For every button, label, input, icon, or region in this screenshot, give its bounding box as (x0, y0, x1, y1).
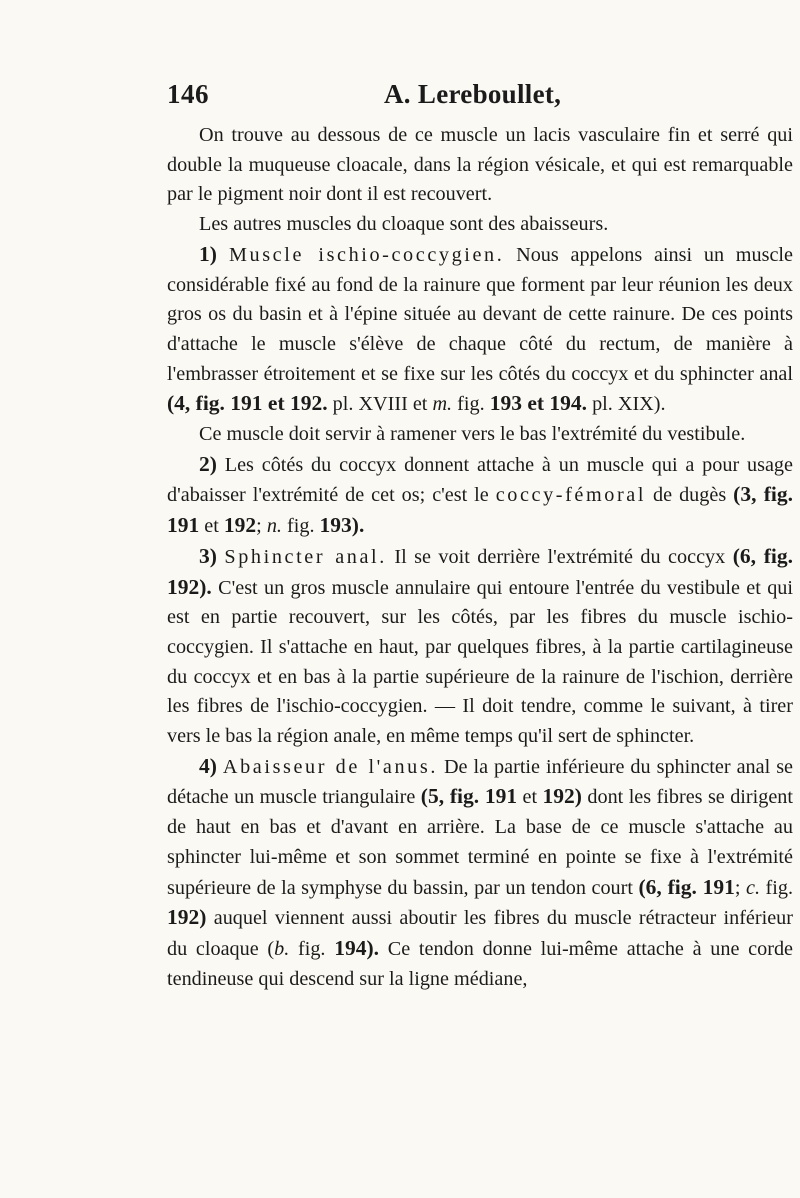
figure-reference: 194). (334, 935, 380, 960)
text-run: fig. (281, 515, 320, 538)
figure-reference: 3) (199, 543, 217, 568)
paragraph (167, 450, 793, 542)
text-run: Ce muscle doit servir à ramener vers le bas l'extrémité du vestibule. (199, 423, 746, 446)
figure-reference: (6, fig. 192). (167, 543, 794, 599)
paragraph (167, 752, 793, 995)
text-run: Ce tendon donne lui-même attache à une corde tendineuse qui descend sur la ligne médiane, (167, 937, 793, 990)
italic-label: n. (266, 515, 282, 538)
body-text (167, 121, 793, 994)
text-run: auquel viennent aussi aboutir les fibres du muscle rétracteur inférieur du cloaque ( (167, 907, 793, 960)
figure-reference: 2) (199, 451, 217, 476)
text-run: de dugès (646, 484, 734, 507)
figure-reference: 192 (223, 513, 257, 538)
muscle-name: Sphincter anal. (224, 545, 387, 568)
text-run: pl. XIX). (587, 393, 666, 416)
text-run: fig. (452, 393, 490, 416)
text-run: fig. (760, 876, 793, 899)
figure-reference: 193). (319, 513, 365, 538)
figure-reference: 1) (199, 241, 229, 266)
figure-reference: (3, fig. 191 (167, 482, 793, 538)
running-head: A. Lereboullet, (384, 79, 562, 109)
text-run: fig. (289, 937, 335, 960)
paragraph (167, 121, 793, 210)
text-run: dont les fibres se dirigent de haut en bas et d'avant en arrière. La base de ce muscle s'attache au sphincter lui-même et son sommet terminé en pointe se fixe à l'extrémité supérieure de la symphyse du bassin, par un tendon court (167, 786, 793, 899)
text-run: ; (256, 515, 267, 538)
page-number: 146 (167, 79, 209, 109)
figure-reference: 4) (199, 753, 217, 778)
text-run: On trouve au dessous de ce muscle un lacis vasculaire fin et serré qui double la muqueuse cloacale, dans la région vésicale, et qui est remarquable par le pigment noir dont il est recouvert. (167, 124, 793, 206)
paragraph (167, 420, 793, 450)
text-run: et (517, 786, 543, 809)
text-run: ; (734, 876, 747, 899)
text-run: et (199, 515, 224, 538)
muscle-name: Abaisseur de l'anus. (222, 755, 438, 778)
figure-reference: (4, fig. 191 et 192. (167, 391, 328, 416)
figure-reference: 193 et 194. (489, 391, 588, 416)
paragraph (167, 240, 793, 420)
paragraph (167, 542, 793, 752)
italic-label: c. (746, 876, 761, 899)
text-run: Il se voit derrière l'extrémité du coccyx (386, 545, 733, 568)
muscle-name: coccy-fémoral (495, 484, 647, 507)
text-run: Les autres muscles du cloaque sont des abaisseurs. (199, 213, 609, 236)
figure-reference: 192) (167, 905, 207, 930)
italic-label: m. (432, 393, 453, 416)
italic-label: b. (274, 937, 290, 960)
figure-reference: 192) (542, 784, 582, 809)
paragraph (167, 210, 793, 240)
text-run: Nous appelons ainsi un muscle considérable fixé au fond de la rainure que forment par leur réunion les deux gros os du basin et à l'épine située au devant de cette rainure. De ces points d'attache le muscle s'élève de chaque côté du rectum, de manière à l'embrasser étroitement et se fixe sur les côtés du coccyx et du sphincter anal (167, 243, 793, 385)
figure-reference: (6, fig. 191 (638, 874, 735, 899)
text-run: pl. XVIII et (327, 393, 433, 416)
page-header (167, 79, 637, 113)
text-run: De la partie inférieure du sphincter anal se détache un muscle triangulaire (167, 755, 794, 809)
muscle-name: Muscle ischio-coccygien. (228, 243, 505, 266)
text-run: C'est un gros muscle annulaire qui entoure l'entrée du vestibule et qui est en partie recouvert, sur les côtés, par les fibres du muscle ischio-coccygien. Il s'attache en haut, par quelques fibres, à la partie cartilagineuse du coccyx et en bas à la partie supérieure de la rainure de l'ischion, derrière les fibres de l'ischio-coccygien. — Il doit tendre, comme le suivant, à tirer vers le bas la région anale, en même temps qu'il sert de sphincter. (167, 576, 793, 748)
figure-reference: (5, fig. 191 (420, 784, 518, 809)
text-run: Les côtés du coccyx donnent attache à un muscle qui a pour usage d'abaisser l'extrémité de cet os; c'est le (167, 453, 793, 507)
